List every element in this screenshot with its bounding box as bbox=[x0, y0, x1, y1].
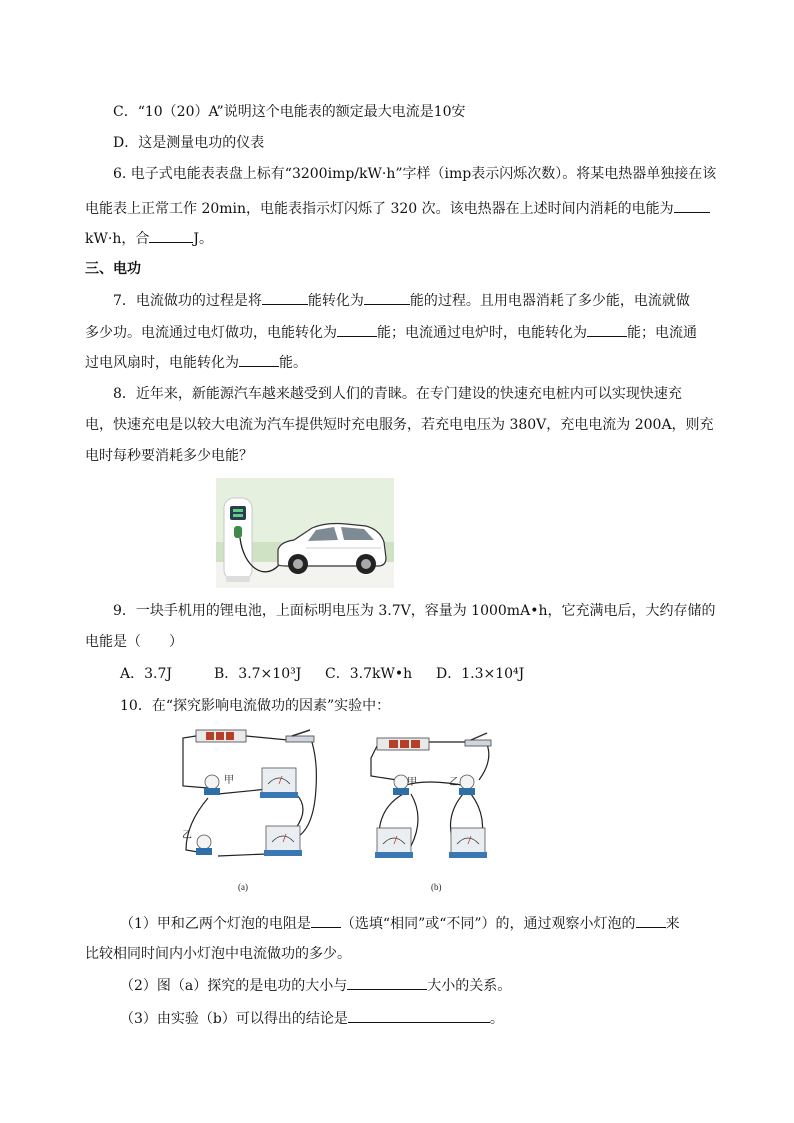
q7-line3 bbox=[85, 352, 307, 373]
q7-text: 过电风扇时，电能转化为 bbox=[85, 355, 239, 371]
bulb-yi-label: 乙 bbox=[182, 830, 192, 841]
q10-sub2-text: （2）图（a）探究的是电功的大小与 bbox=[120, 978, 348, 994]
voltmeter-icon bbox=[375, 828, 413, 858]
bulb-jia-label: 甲 bbox=[407, 777, 417, 788]
q8-line3: 电时每秒要消耗多少电能？ bbox=[85, 448, 253, 464]
q9-option-c: C．3.7kW•h bbox=[325, 666, 413, 682]
q7-text: 7．电流做功的过程是将 bbox=[113, 293, 262, 309]
switch-icon bbox=[286, 730, 314, 742]
q8-line1: 8．近年来，新能源汽车越来越受到人们的青睐。在专门建设的快速充电桩内可以实现快速充 bbox=[113, 386, 682, 402]
figure-a-caption: (a) bbox=[238, 882, 248, 892]
answer-blank bbox=[636, 913, 666, 928]
q7-text: 能的过程。且用电器消耗了多少能，电流就做 bbox=[409, 293, 690, 309]
q10-sub2-text: 大小的关系。 bbox=[427, 978, 512, 994]
q8-line2: 电，快速充电是以较大电流为汽车提供短时充电服务，若充电电压为 380V，充电电流为 200A，则充 bbox=[85, 417, 714, 433]
q7-text: 能。 bbox=[279, 355, 307, 371]
voltmeter-icon bbox=[264, 826, 302, 856]
q10-sub1-text: 来 bbox=[665, 916, 680, 932]
q6-line2 bbox=[85, 198, 710, 219]
q7-text: 多少功。电流通过电灯做功，电能转化为 bbox=[85, 325, 337, 341]
bulb-yi-label: 乙 bbox=[449, 777, 459, 788]
circuit-diagram-b bbox=[367, 728, 499, 898]
q10-sub3-text: （3）由实验（b）可以得出的结论是 bbox=[120, 1011, 348, 1027]
bulb-jia-icon bbox=[204, 775, 220, 795]
answer-blank bbox=[587, 322, 627, 337]
answer-blank bbox=[364, 290, 410, 305]
q7-text: 能；电流通 bbox=[627, 325, 697, 341]
ev-charging-illustration bbox=[216, 478, 394, 588]
figure-b-caption: (b) bbox=[431, 882, 442, 892]
bulb-yi-icon bbox=[459, 775, 475, 795]
q9-option-b: B．3.7×10³J bbox=[214, 666, 302, 682]
q6-line3-unit: J。 bbox=[193, 231, 213, 247]
bulb-yi-icon bbox=[196, 835, 212, 855]
q7-text: 能；电流通过电炉时，电能转化为 bbox=[377, 325, 587, 341]
q7-line2 bbox=[85, 322, 697, 343]
q6-line3-text: kW·h，合 bbox=[85, 231, 150, 247]
q10-sub3-text: 。 bbox=[489, 1011, 504, 1027]
q6-line2-text: 电能表上正常工作 20min，电能表指示灯闪烁了 320 次。该电热器在上述时间内消耗的电能为 bbox=[85, 201, 674, 217]
bulb-jia-label: 甲 bbox=[224, 775, 234, 786]
section-title: 三、电功 bbox=[85, 261, 141, 277]
answer-blank bbox=[262, 290, 308, 305]
q10-sub2 bbox=[120, 975, 511, 996]
q7-line1 bbox=[113, 290, 690, 311]
answer-blank bbox=[674, 198, 710, 213]
voltmeter-icon bbox=[260, 768, 298, 798]
q7-text: 能转化为 bbox=[307, 293, 364, 309]
q10-sub1-text: （选填“相同”或“不同”）的，通过观察小灯泡的 bbox=[340, 916, 636, 932]
q9-line2: 电能是（ ） bbox=[85, 634, 183, 650]
q10-sub3 bbox=[120, 1008, 504, 1029]
circuit-diagram-a bbox=[178, 728, 323, 898]
answer-blank bbox=[239, 352, 279, 367]
q5-option-c: C．“10（20）A”说明这个电能表的额定最大电流是10安 bbox=[113, 104, 466, 120]
battery-icon bbox=[196, 730, 246, 742]
q9-option-d: D．1.3×10⁴J bbox=[436, 666, 525, 682]
q6-line1: 6. 电子式电能表表盘上标有“3200imp/kW·h”字样（imp表示闪烁次数）。将某电热器单独接在该 bbox=[113, 166, 717, 182]
q5-option-d: D．这是测量电功的仪表 bbox=[113, 135, 265, 151]
answer-blank bbox=[347, 975, 427, 990]
answer-blank bbox=[311, 913, 341, 928]
q10-sub1-line1 bbox=[120, 913, 680, 934]
q10-stem: 10．在“探究影响电流做功的因素”实验中： bbox=[120, 698, 391, 714]
battery-icon bbox=[377, 738, 429, 750]
q9-line1: 9．一块手机用的锂电池，上面标明电压为 3.7V，容量为 1000mA•h，它充满电后，大约存储的 bbox=[113, 603, 716, 619]
q10-sub1-text: （1）甲和乙两个灯泡的电阻是 bbox=[120, 916, 311, 932]
q10-sub1-line2: 比较相同时间内小灯泡中电流做功的多少。 bbox=[85, 946, 351, 962]
switch-icon bbox=[465, 733, 491, 746]
voltmeter-icon bbox=[449, 828, 487, 858]
q9-option-a: A．3.7J bbox=[120, 666, 172, 682]
q6-line3 bbox=[85, 228, 213, 249]
answer-blank bbox=[149, 228, 193, 243]
answer-blank bbox=[348, 1008, 490, 1023]
answer-blank bbox=[337, 322, 377, 337]
charging-station-icon bbox=[224, 498, 252, 582]
